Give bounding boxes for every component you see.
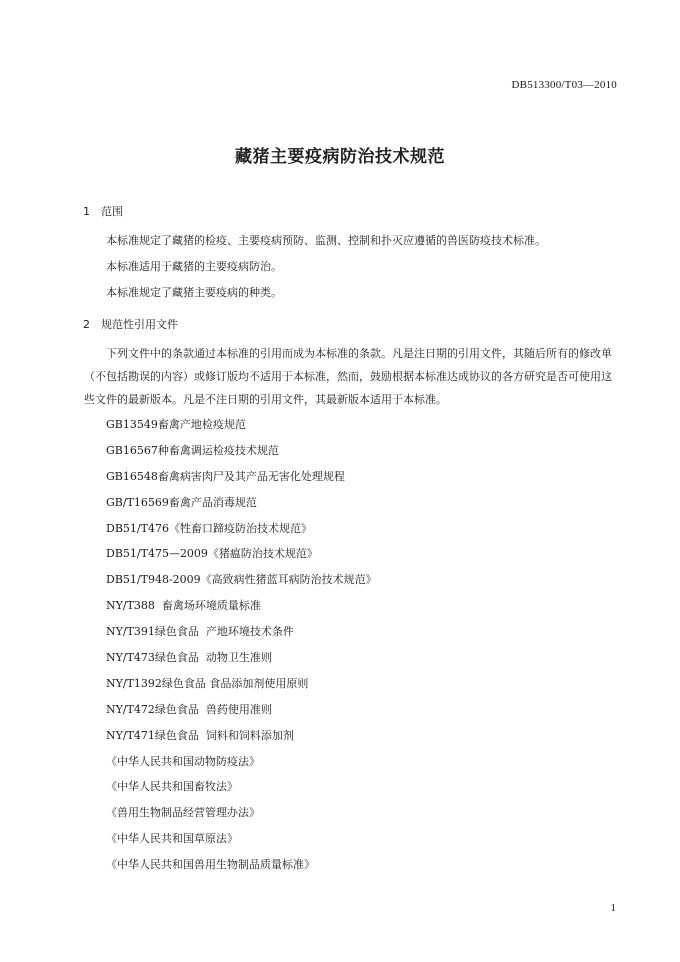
reference-item: 《中华人民共和国草原法》 bbox=[106, 832, 238, 846]
reference-item: DB51/T948-2009《高致病性猪蓝耳病防治技术规范》 bbox=[106, 573, 377, 587]
reference-item: NY/T388 畜禽场环境质量标准 bbox=[106, 599, 261, 613]
section-1-paragraph: 本标准规定了藏猪的检疫、主要疫病预防、监测、控制和扑灭应遵循的兽医防疫技术标准。 bbox=[106, 234, 546, 247]
section-2-title: 规范性引用文件 bbox=[101, 318, 178, 331]
reference-item: 《中华人民共和国兽用生物制品质量标准》 bbox=[106, 858, 315, 872]
section-2-number: 2 bbox=[83, 318, 90, 331]
reference-item: NY/T472绿色食品 兽药使用准则 bbox=[106, 702, 272, 716]
reference-item: NY/T1392绿色食品 食品添加剂使用原则 bbox=[106, 676, 309, 690]
reference-item: GB16548畜禽病害肉尸及其产品无害化处理规程 bbox=[106, 469, 345, 483]
reference-item: NY/T391绿色食品 产地环境技术条件 bbox=[106, 625, 294, 639]
section-2-intro-paragraph: 下列文件中的条款通过本标准的引用而成为本标准的条款。凡是注日期的引用文件，其随后所有的修改单（不包括勘误的内容）或修订版均不适用于本标准，然而，鼓励根据本标准达成协议的各方研究是否可使用这些文件的最新版本。凡是不注日期的引用文件，其最新版本适用于本标准。 bbox=[84, 347, 612, 406]
reference-item: GB16567种畜禽调运检疫技术规范 bbox=[106, 443, 279, 457]
reference-item: GB/T16569畜禽产品消毒规范 bbox=[106, 495, 257, 509]
document-title: 藏猪主要疫病防治技术规范 bbox=[235, 147, 445, 167]
section-1-number: 1 bbox=[83, 205, 90, 218]
reference-item: NY/T473绿色食品 动物卫生准则 bbox=[106, 651, 272, 665]
section-1-paragraph: 本标准规定了藏猪主要疫病的种类。 bbox=[106, 286, 282, 299]
section-1-heading bbox=[83, 203, 123, 219]
reference-item: GB13549畜禽产地检疫规范 bbox=[106, 418, 246, 431]
reference-item: 《兽用生物制品经营管理办法》 bbox=[106, 806, 260, 820]
reference-item: 《中华人民共和国畜牧法》 bbox=[106, 780, 238, 794]
reference-item: NY/T471绿色食品 饲料和饲料添加剂 bbox=[106, 728, 294, 742]
section-1-paragraph: 本标准适用于藏猪的主要疫病防治。 bbox=[106, 260, 282, 273]
reference-list bbox=[106, 412, 377, 878]
standard-code-header: DB513300/T03—2010 bbox=[511, 79, 617, 91]
reference-item: 《中华人民共和国动物防疫法》 bbox=[106, 754, 260, 768]
section-2-heading bbox=[83, 316, 178, 332]
reference-item: DB51/T475—2009《猪瘟防治技术规范》 bbox=[106, 547, 318, 561]
reference-item: DB51/T476《牲畜口蹄疫防治技术规范》 bbox=[106, 521, 312, 535]
section-1-title: 范围 bbox=[101, 205, 123, 218]
page-number: 1 bbox=[610, 902, 616, 914]
